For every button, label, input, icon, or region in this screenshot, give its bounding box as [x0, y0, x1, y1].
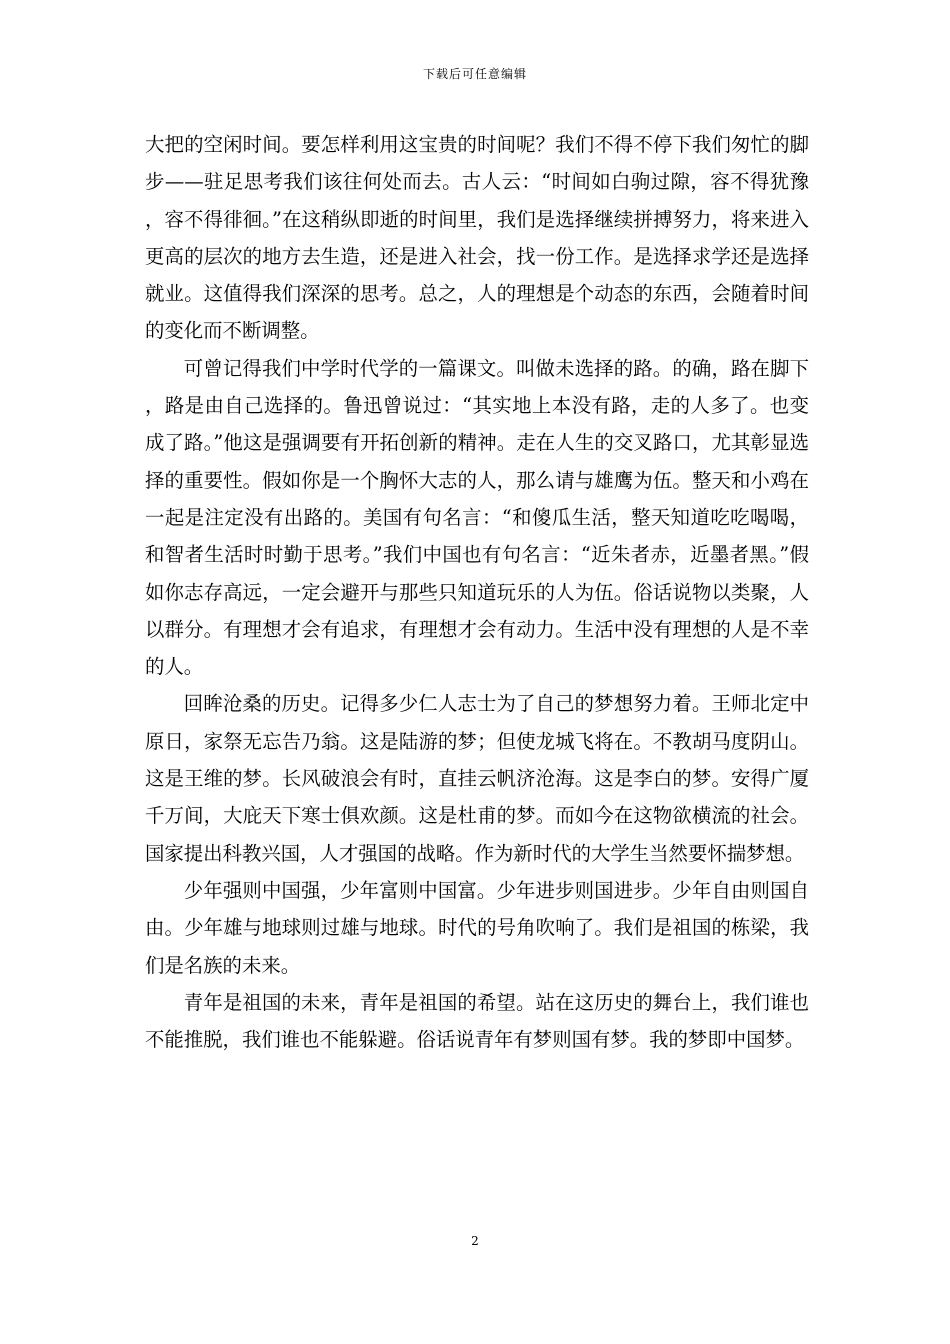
paragraph: 青年是祖国的未来，青年是祖国的希望。站在这历史的舞台上，我们谁也不能推脱，我们谁也不能躲避。俗话说青年有梦则国有梦。我的梦即中国梦。	[145, 990, 809, 1052]
paragraph-continued: 大把的空闲时间。要怎样利用这宝贵的时间呢？我们不得不停下我们匆忙的脚步——驻足思考我们该往何处而去。古人云：“时间如白驹过隙，容不得犹豫，容不得徘徊。”在这稍纵即逝的时间里，我们是选择继续拼搏努力，将来进入更高的层次的地方去生造，还是进入社会，找一份工作。是选择求学还是选择就业。这值得我们深深的思考。总之，人的理想是个动态的东西，会随着时间的变化而不断调整。	[145, 133, 809, 343]
page-number: 2	[471, 1234, 479, 1248]
page-header: 下载后可任意编辑	[422, 67, 527, 81]
paragraph: 可曾记得我们中学时代学的一篇课文。叫做未选择的路。的确，路在脚下，路是由自己选择的。鲁迅曾说过：“其实地上本没有路，走的人多了。也变成了路。”他这是强调要有开拓创新的精神。走在人生的交叉路口，尤其彰显选择的重要性。假如你是一个胸怀大志的人，那么请与雄鹰为伍。整天和小鸡在一起是注定没有出路的。美国有句名言：“和傻瓜生活，整天知道吃吃喝喝，和智者生活时时勤于思考。”我们中国也有句名言：“近朱者赤，近墨者黑。”假如你志存高远，一定会避开与那些只知道玩乐的人为伍。俗话说物以类聚，人以群分。有理想才会有追求，有理想才会有动力。生活中没有理想的人是不幸的人。	[145, 356, 809, 679]
paragraph: 少年强则中国强，少年富则中国富。少年进步则国进步。少年自由则国自由。少年雄与地球则过雄与地球。时代的号角吹响了。我们是祖国的栋梁，我们是名族的未来。	[145, 878, 809, 977]
document-body	[145, 126, 809, 1058]
paragraph: 回眸沧桑的历史。记得多少仁人志士为了自己的梦想努力着。王师北定中原日，家祭无忘告乃翁。这是陆游的梦；但使龙城飞将在。不教胡马度阴山。这是王维的梦。长风破浪会有时，直挂云帆济沧海。这是李白的梦。安得广厦千万间，大庇天下寒士俱欢颜。这是杜甫的梦。而如今在这物欲横流的社会。国家提出科教兴国，人才强国的战略。作为新时代的大学生当然要怀揣梦想。	[145, 692, 809, 865]
